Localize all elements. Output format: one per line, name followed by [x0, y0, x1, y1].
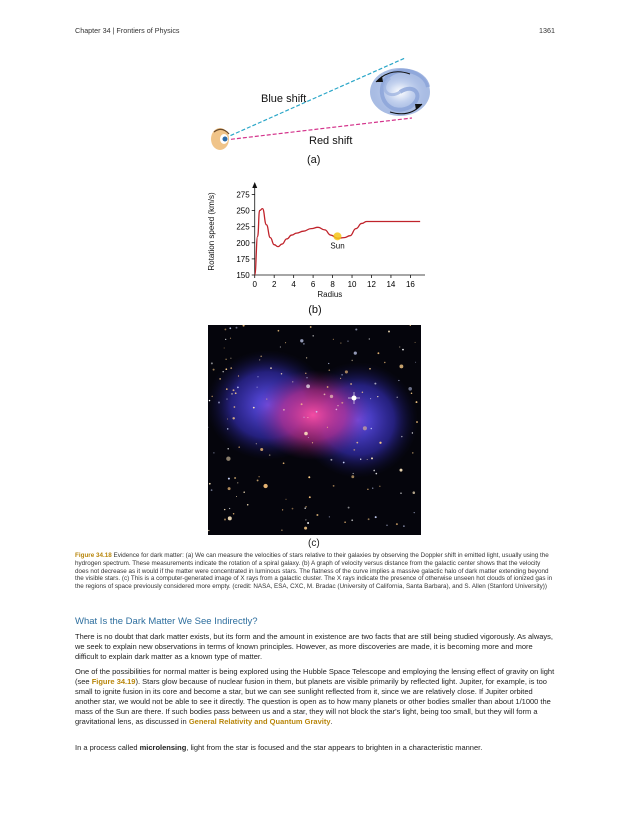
star — [285, 499, 286, 500]
panel-label-b: (b) — [308, 304, 322, 316]
star — [369, 368, 371, 370]
star — [213, 369, 215, 371]
star — [312, 442, 313, 443]
star — [343, 462, 345, 464]
star — [231, 393, 232, 394]
star — [310, 326, 312, 328]
star — [328, 369, 330, 371]
star — [243, 491, 245, 493]
star — [341, 374, 343, 376]
figure-34-19-link[interactable]: Figure 34.19 — [91, 677, 136, 686]
star — [280, 346, 281, 347]
star — [416, 421, 418, 423]
star — [328, 363, 329, 364]
star — [306, 384, 310, 388]
paragraph-2-part-a: One of the possibilities for normal matter is being explored using the Hubble Space Telescope and employing the lensing effect of gravity on light (see — [75, 667, 555, 686]
star — [369, 338, 370, 339]
star — [372, 488, 373, 489]
star — [367, 489, 368, 490]
star — [355, 328, 357, 330]
star — [356, 442, 358, 444]
star — [367, 459, 368, 460]
y-axis-arrow — [252, 182, 257, 188]
star — [330, 395, 333, 398]
star — [238, 375, 239, 376]
hot-gas-region — [255, 370, 371, 460]
x-tick-label: 10 — [347, 280, 357, 289]
star — [266, 399, 267, 400]
star — [403, 525, 405, 527]
star — [333, 485, 335, 487]
star — [230, 358, 231, 359]
star — [253, 407, 255, 409]
x-tick-label: 14 — [386, 280, 396, 289]
y-tick-label: 175 — [236, 254, 250, 264]
x-tick-label: 0 — [252, 280, 257, 289]
x-tick-label: 6 — [310, 280, 316, 289]
star — [283, 462, 285, 464]
star — [386, 525, 388, 527]
general-relativity-link[interactable]: General Relativity and Quantum Gravity — [188, 717, 331, 726]
star — [371, 428, 373, 430]
star — [414, 512, 415, 513]
star — [283, 409, 285, 411]
star — [222, 371, 224, 373]
sun-annotation: Sun — [330, 241, 345, 251]
star — [316, 514, 318, 516]
star — [257, 376, 258, 377]
y-tick-label: 225 — [236, 222, 250, 232]
microlensing-term: microlensing — [139, 743, 187, 752]
star — [348, 507, 350, 509]
star — [235, 392, 237, 394]
star — [375, 516, 377, 518]
star — [324, 394, 326, 396]
star — [388, 331, 390, 333]
star — [304, 432, 308, 436]
x-tick-label: 12 — [367, 280, 376, 289]
caption-figure-label: Figure 34.18 — [75, 552, 112, 559]
star — [269, 454, 270, 455]
star — [377, 396, 378, 397]
star — [226, 457, 230, 461]
star — [211, 396, 213, 398]
star — [236, 327, 238, 329]
star — [402, 349, 404, 351]
star — [379, 442, 381, 444]
star — [305, 373, 306, 374]
star — [224, 519, 226, 521]
y-tick-label: 150 — [236, 271, 250, 280]
figure-caption — [75, 552, 553, 591]
star — [399, 346, 400, 347]
star — [401, 436, 402, 437]
star — [229, 508, 230, 509]
star — [312, 335, 313, 336]
star — [211, 362, 213, 364]
section-heading: What Is the Dark Matter We See Indirectly? — [75, 616, 258, 627]
figure-a-doppler-diagram — [200, 52, 440, 170]
star — [300, 339, 303, 342]
star — [236, 496, 237, 497]
star — [225, 339, 226, 340]
star — [333, 339, 334, 340]
star — [226, 388, 228, 390]
star — [354, 351, 357, 354]
star — [303, 343, 304, 344]
star — [225, 359, 226, 360]
star — [256, 443, 257, 444]
paragraph-1: There is no doubt that dark matter exists, but its form and the amount in existence are two facts that are still being studied vigorously. As always, we seek to explain new observations in terms of known principles. However, as more discoveries are made, it is becoming more and more difficult to explain dark matter as a known type of matter. — [75, 632, 554, 661]
star — [213, 452, 214, 453]
star — [260, 448, 263, 451]
star — [415, 362, 416, 363]
star — [233, 389, 235, 391]
chart-axes — [252, 182, 425, 275]
paragraph-2-part-c: . — [330, 717, 333, 726]
star — [340, 378, 341, 379]
star — [327, 427, 328, 428]
red-shift-label: Red shift — [309, 135, 353, 147]
star — [209, 483, 211, 485]
star — [307, 417, 308, 418]
star — [371, 457, 373, 459]
star — [408, 387, 412, 391]
star — [374, 383, 376, 385]
star — [400, 492, 401, 493]
star — [209, 400, 210, 401]
blue-shift-label: Blue shift — [261, 93, 307, 105]
paragraph-3 — [75, 743, 555, 753]
running-header-chapter: Chapter 34 | Frontiers of Physics — [75, 26, 180, 35]
star — [227, 448, 229, 450]
panel-label-c: (c) — [308, 538, 320, 549]
star — [350, 383, 352, 385]
star — [263, 484, 267, 488]
star — [228, 487, 231, 490]
star — [305, 506, 307, 508]
star — [351, 360, 353, 362]
star — [260, 355, 262, 357]
star — [303, 417, 304, 418]
paragraph-3-part-a: In a process called — [75, 743, 140, 752]
star — [363, 426, 367, 430]
y-axis-label: Rotation speed (km/s) — [207, 192, 216, 271]
spiral-galaxy — [370, 68, 430, 116]
star — [306, 377, 307, 378]
star — [282, 509, 283, 510]
star — [340, 343, 341, 344]
star — [285, 342, 286, 343]
star — [351, 475, 354, 478]
star — [224, 328, 226, 330]
star — [377, 352, 379, 354]
star — [230, 367, 232, 369]
star — [292, 381, 293, 382]
caption-text: Evidence for dark matter: (a) We can measure the velocities of stars relative to their galaxies by observing the Doppler shift in emitted light, usually using the hydrogen spectrum. These measurements indicate the rotation of a spiral galaxy. (b) A graph of velocity versus distance from the galactic center shows that the velocity does not decrease as it would if the matter were concentrated in luminous stars. The flatness of the curve implies a massive galactic halo of dark matter extending beyond the visible stars. (c) This is a computer-generated image of X rays from a galactic cluster. The X rays indicate the presence of otherwise unseen hot clouds of ionized gas in the regions of space previously considered more empty. (credit: NASA, ESA, CXC, M. Bradac (University of California, Santa Barbara), and S. Allen (Stanford University)) — [75, 552, 553, 591]
star — [370, 398, 371, 399]
star — [237, 387, 239, 389]
star — [360, 459, 361, 460]
star — [224, 509, 225, 510]
star — [308, 437, 309, 438]
star — [301, 403, 303, 405]
y-tick-label: 250 — [236, 206, 250, 216]
star — [218, 402, 220, 404]
star — [347, 340, 348, 341]
x-tick-label: 16 — [405, 280, 415, 289]
star — [238, 446, 240, 448]
star — [230, 338, 231, 339]
star — [368, 518, 370, 520]
page-number: 1361 — [539, 26, 555, 35]
star — [337, 405, 338, 406]
x-tick-label: 8 — [330, 280, 335, 289]
figure-c-xray-cluster-image — [208, 325, 421, 535]
star — [327, 386, 329, 388]
star — [208, 530, 209, 531]
star — [226, 399, 227, 400]
star — [400, 469, 403, 472]
sun-marker — [333, 232, 341, 240]
star — [416, 401, 418, 403]
x-tick-label: 4 — [291, 280, 296, 289]
star — [308, 476, 310, 478]
star — [229, 327, 231, 329]
star — [329, 516, 330, 517]
star — [341, 402, 343, 404]
paragraph-3-part-b: , light from the star is focused and the star appears to brighten in a characteristic manner. — [186, 743, 483, 752]
star — [384, 362, 385, 363]
star — [345, 370, 348, 373]
figure-b-rotation-curve — [200, 178, 440, 318]
star — [227, 428, 229, 430]
star — [412, 452, 413, 453]
star — [259, 359, 260, 360]
star — [219, 378, 221, 380]
star — [376, 473, 378, 475]
star — [411, 392, 413, 394]
star — [247, 504, 249, 506]
star — [281, 529, 283, 531]
star — [233, 513, 235, 515]
panel-label-a: (a) — [307, 154, 321, 166]
star — [305, 519, 306, 520]
star — [397, 397, 398, 398]
star — [344, 521, 346, 523]
x-axis-label: Radius — [317, 290, 343, 299]
star — [399, 364, 403, 368]
star — [232, 417, 234, 419]
star — [234, 477, 236, 479]
eye-icon — [211, 128, 229, 150]
star — [398, 380, 399, 381]
star — [304, 527, 307, 530]
star — [415, 342, 416, 343]
star — [278, 330, 280, 332]
star — [224, 347, 225, 348]
paragraph-2-part-b: ). Stars glow because of nuclear fusion in them, but planets are visible primarily by reflected light. Jupiter, for example, is too small to ignite fusion in its core and become a star, but we can see sunlight reflected from it, since we are relatively close. If Jupiter orbited another star, we would not be able to see it directly. The question is open as to how many planets or other bodies smaller than about 1/1000 the mass of the Sun are there. If such bodies pass between us and a star, they will not block the star's light, being too small, but they will form a gravitational lens, as discussed in — [75, 677, 551, 726]
y-tick-label: 200 — [236, 238, 250, 248]
star — [225, 368, 227, 370]
star — [362, 391, 364, 393]
star — [292, 508, 294, 510]
star — [412, 432, 413, 433]
star — [379, 485, 381, 487]
star — [234, 406, 236, 408]
star — [237, 482, 238, 483]
star — [351, 519, 353, 521]
star — [353, 473, 354, 474]
star — [211, 489, 213, 491]
star — [396, 523, 398, 525]
star — [336, 409, 338, 411]
star — [228, 516, 232, 520]
star — [281, 373, 283, 375]
y-tick-label: 275 — [236, 190, 250, 200]
star — [228, 478, 230, 480]
star — [257, 387, 258, 388]
x-tick-label: 2 — [271, 280, 277, 289]
star — [306, 357, 307, 358]
star — [258, 476, 259, 477]
star — [257, 479, 259, 481]
star — [309, 496, 311, 498]
star — [353, 449, 355, 451]
paragraph-2 — [75, 667, 555, 727]
star — [373, 470, 375, 472]
star — [316, 411, 318, 413]
star — [330, 459, 332, 461]
star — [270, 367, 272, 369]
star — [307, 522, 309, 524]
star — [304, 507, 305, 508]
star — [413, 491, 416, 494]
star — [227, 418, 228, 419]
